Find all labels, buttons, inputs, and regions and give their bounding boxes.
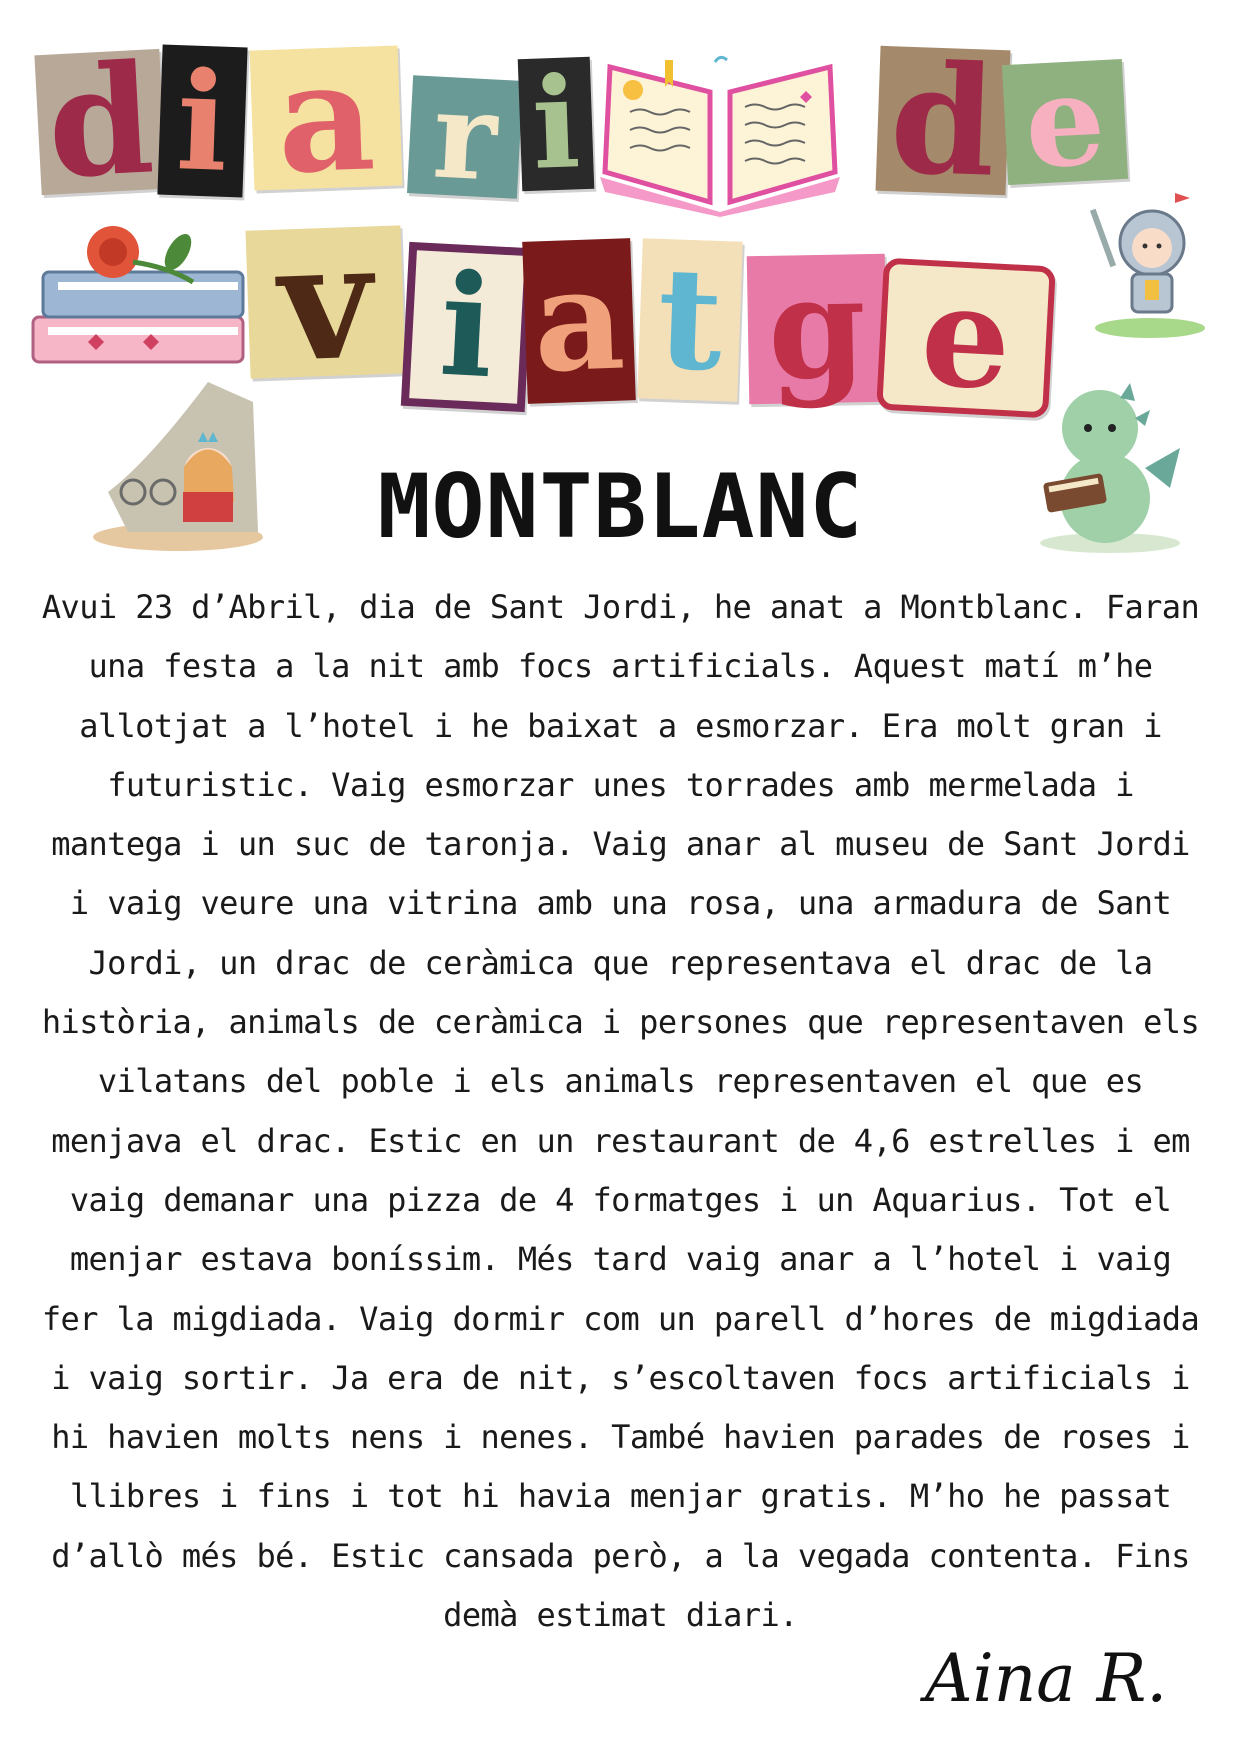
page-title: MONTBLANC <box>377 455 864 558</box>
books-with-rose-icon <box>28 222 253 377</box>
title-letter-d2: d <box>876 46 1011 195</box>
title-letter-d: d <box>34 49 166 195</box>
diary-entry-text: Avui 23 d’Abril, dia de Sant Jordi, he anat a Montblanc. Faran una festa a la nit amb focs artificials. Aquest matí m’he allotjat a l’hotel i he baixat a esmorzar. Era molt gran i futuristic. Vaig esmorzar unes torrades amb mermelada i mantega i un suc de taronja. Vaig anar al museu de Sant Jordi i vaig veure una vitrina amb una rosa, una armadura de Sant Jordi, un drac de ceràmica que representava el drac de la història, animals de ceràmica i persones que representaven els vilatans del poble i els animals representaven el que es menjava el drac. Estic en un restaurant de 4,6 estrelles i em vaig demanar una pizza de 4 formatges i un Aquarius. Tot el menjar estava boníssim. Més tard vaig anar a l’hotel i vaig fer la migdiada. Vaig dormir com un parell d’hores de migdiada i vaig sortir. Ja era de nit, s’escoltaven focs artificials i hi havien molts nens i nenes. També havien parades de roses i llibres i fins i tot hi havia menjar gratis. M’ho he passat d’allò més bé. Estic cansada però, a la vegada contenta. Fins demà estimat diari. <box>41 588 1200 1635</box>
title-letter-a2: a <box>522 238 636 404</box>
title-letter-i2: i <box>518 57 595 191</box>
title-letter-g: g <box>747 254 888 404</box>
title-letter-e: e <box>1002 59 1128 185</box>
open-book-icon <box>595 52 845 217</box>
title-letter-e2: e <box>876 258 1056 419</box>
title-letter-i3: i <box>401 242 533 412</box>
title-letter-v: v <box>245 225 405 378</box>
signature: Aina R. <box>925 1640 1168 1717</box>
title-letter-a: a <box>250 45 403 190</box>
title-letter-t: t <box>637 238 743 401</box>
title-letter-i: i <box>157 45 247 198</box>
title-letter-r: r <box>407 75 523 199</box>
knight-icon <box>1090 188 1210 338</box>
